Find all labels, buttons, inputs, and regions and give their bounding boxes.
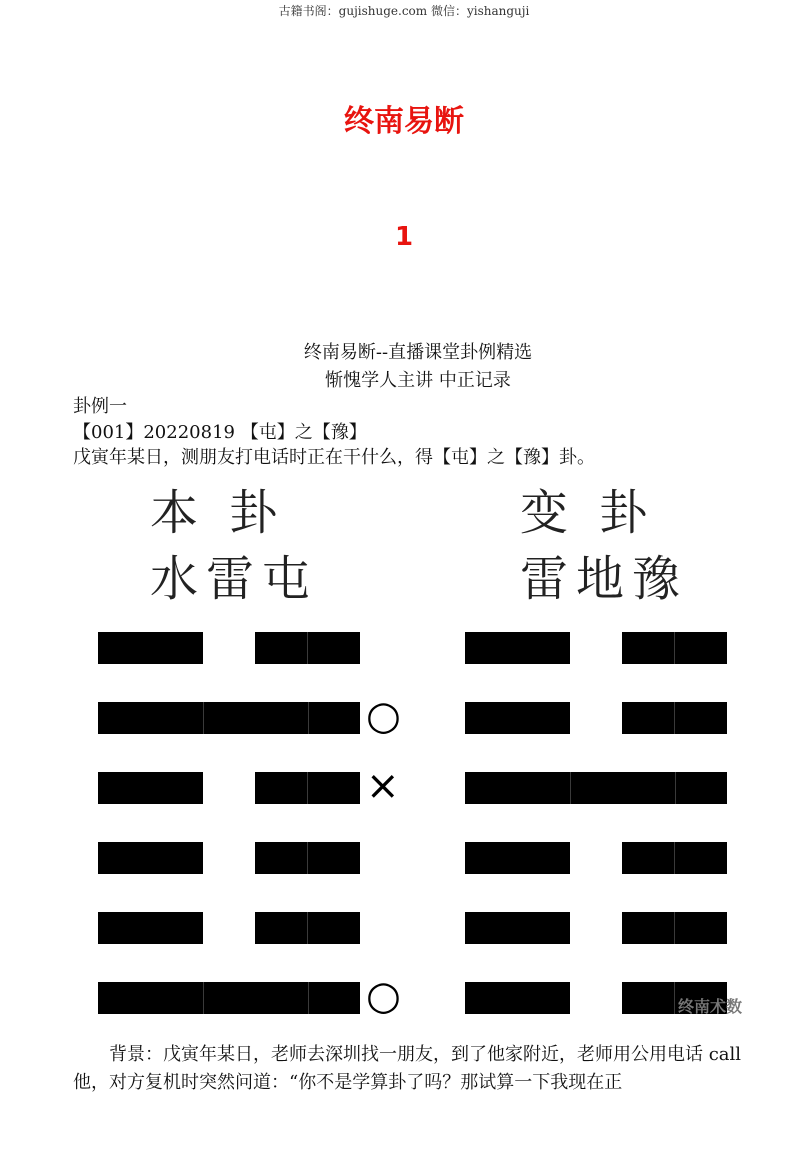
original-line-2-yang [98, 702, 360, 734]
case-description: 戊寅年某日，测朋友打电话时正在干什么，得【屯】之【豫】卦。 [73, 447, 595, 468]
original-line-4-yin-left [98, 842, 203, 874]
watermark: 终南术数 [677, 997, 742, 1016]
original-line-6-yang [98, 982, 360, 1014]
original-line-5-yin-right [255, 912, 360, 944]
changed-line-5-yin-right [622, 912, 727, 944]
original-line-5-yin-left [98, 912, 203, 944]
changed-line-4-yin-left [465, 842, 570, 874]
subtitle: 终南易断--直播课堂卦例精选 [303, 342, 533, 363]
byline: 惭愧学人主讲 中正记录 [325, 370, 511, 391]
changed-line-6-yin-left [465, 982, 570, 1014]
volume-number: 1 [394, 222, 414, 252]
changed-line-2-yin-left [465, 702, 570, 734]
case-id: 【001】20220819 【屯】之【豫】 [73, 422, 367, 443]
site-header: 古籍书阁：gujishuge.com 微信：yishanguji [278, 4, 530, 18]
original-line-3-yin-left [98, 772, 203, 804]
changed-line-4-yin-right [622, 842, 727, 874]
book-title: 终南易断 [344, 104, 464, 139]
original-line-3-yin-right [255, 772, 360, 804]
original-line-1-yin-right [255, 632, 360, 664]
original-line-4-yin-right [255, 842, 360, 874]
moving-line-circle-icon: ○ [366, 693, 401, 739]
changed-line-1-yin-left [465, 632, 570, 664]
changed-hexagram-name: 雷地豫 [520, 551, 689, 607]
changed-line-2-yin-right [622, 702, 727, 734]
case-label: 卦例一 [73, 396, 127, 417]
changed-line-1-yin-right [622, 632, 727, 664]
changed-hexagram-heading: 变 卦 [520, 485, 656, 541]
original-hexagram-heading: 本 卦 [150, 485, 286, 541]
original-hexagram-name: 水雷屯 [150, 551, 319, 607]
original-line-1-yin-left [98, 632, 203, 664]
moving-line-cross-icon: × [366, 763, 400, 809]
moving-line-circle-icon: ○ [366, 973, 401, 1019]
changed-line-3-yang [465, 772, 727, 804]
changed-line-5-yin-left [465, 912, 570, 944]
background-paragraph: 背景：戊寅年某日，老师去深圳找一朋友，到了他家附近，老师用公用电话 call 他，对方复机时突然问道：“你不是学算卦了吗？那试算一下我现在正 [73, 1044, 742, 1093]
